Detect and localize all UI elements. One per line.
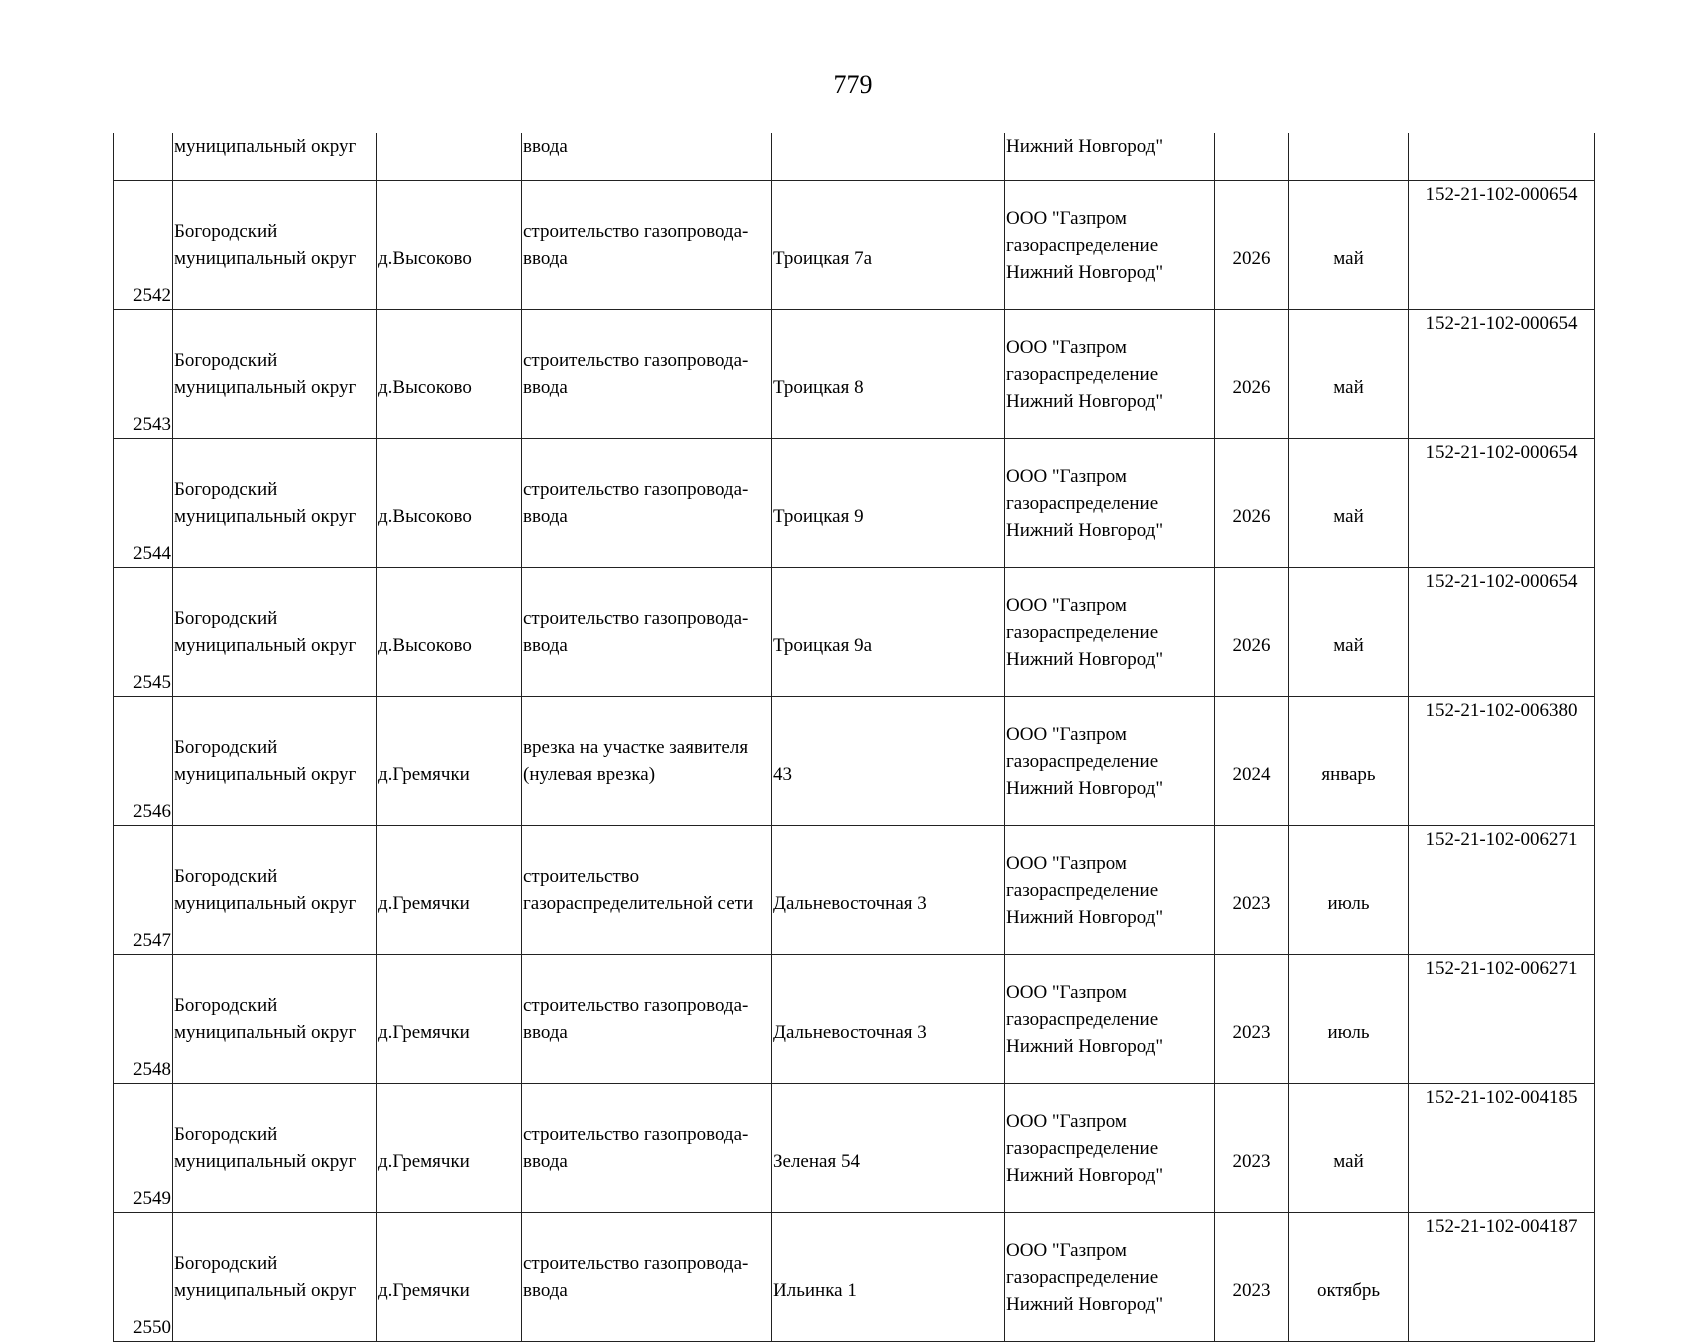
- cell-num: 2546: [114, 697, 173, 826]
- work-line: строительство газопровода-: [523, 995, 749, 1016]
- cell-year: 2026: [1215, 310, 1289, 439]
- work-line: ввода: [523, 1151, 568, 1172]
- cell-num: [114, 133, 173, 181]
- org-line: газораспределение: [1006, 750, 1159, 772]
- cell-num: 2545: [114, 568, 173, 697]
- org-line: ООО "Газпром: [1006, 1110, 1127, 1132]
- org-line: ООО "Газпром: [1006, 207, 1127, 229]
- cell-village: д.Высоково: [377, 568, 522, 697]
- cell-code: 152-21-102-004185: [1409, 1084, 1595, 1213]
- cell-address: Дальневосточная 3: [772, 955, 1005, 1084]
- cell-code: 152-21-102-000654: [1409, 439, 1595, 568]
- cell-month: октябрь: [1289, 1213, 1409, 1342]
- district-line: Богородский: [174, 221, 278, 242]
- district-line: Богородский: [174, 995, 278, 1016]
- cell-code: 152-21-102-000654: [1409, 181, 1595, 310]
- cell-num: 2542: [114, 181, 173, 310]
- cell-village: д.Гремячки: [377, 1213, 522, 1342]
- cell-work: [522, 697, 772, 826]
- cell-year: 2023: [1215, 826, 1289, 955]
- org-line: ООО "Газпром: [1006, 981, 1127, 1003]
- cell-code: 152-21-102-000654: [1409, 310, 1595, 439]
- cell-year: [1215, 133, 1289, 181]
- org-line: Нижний Новгород": [1006, 261, 1164, 283]
- cell-month: июль: [1289, 955, 1409, 1084]
- cell-district: [173, 697, 377, 826]
- district-line: муниципальный округ: [174, 377, 357, 398]
- cell-address: Дальневосточная 3: [772, 826, 1005, 955]
- org-line: газораспределение: [1006, 1008, 1159, 1030]
- cell-village: д.Гремячки: [377, 955, 522, 1084]
- work-line: ввода: [523, 248, 568, 269]
- cell-org: Нижний Новгород": [1005, 133, 1215, 181]
- work-line: ввода: [523, 1022, 568, 1043]
- work-line: ввода: [523, 506, 568, 527]
- org-line: газораспределение: [1006, 363, 1159, 385]
- cell-org: [1005, 310, 1215, 439]
- district-line: муниципальный округ: [174, 635, 357, 656]
- cell-month: июль: [1289, 826, 1409, 955]
- cell-code: 152-21-102-000654: [1409, 568, 1595, 697]
- cell-org: [1005, 568, 1215, 697]
- org-line: Нижний Новгород": [1006, 906, 1164, 928]
- district-line: муниципальный округ: [174, 1022, 357, 1043]
- cell-org: [1005, 181, 1215, 310]
- org-line: Нижний Новгород": [1006, 390, 1164, 412]
- table-row: [114, 1213, 1595, 1342]
- org-line: Нижний Новгород": [1006, 648, 1164, 670]
- cell-month: май: [1289, 568, 1409, 697]
- org-line: ООО "Газпром: [1006, 336, 1127, 358]
- cell-month: май: [1289, 310, 1409, 439]
- cell-district: [173, 1213, 377, 1342]
- org-line: ООО "Газпром: [1006, 594, 1127, 616]
- district-line: муниципальный округ: [174, 248, 357, 269]
- org-line: газораспределение: [1006, 234, 1159, 256]
- cell-year: 2023: [1215, 1213, 1289, 1342]
- cell-month: май: [1289, 181, 1409, 310]
- cell-address: Ильинка 1: [772, 1213, 1005, 1342]
- table-row: [114, 439, 1595, 568]
- work-line: строительство газопровода-: [523, 350, 749, 371]
- cell-num: 2543: [114, 310, 173, 439]
- cell-work: [522, 1084, 772, 1213]
- org-line: газораспределение: [1006, 1266, 1159, 1288]
- cell-num: 2544: [114, 439, 173, 568]
- cell-month: май: [1289, 439, 1409, 568]
- cell-org: [1005, 1213, 1215, 1342]
- cell-work: [522, 1213, 772, 1342]
- cell-village: [377, 133, 522, 181]
- cell-district: [173, 439, 377, 568]
- cell-code: 152-21-102-006271: [1409, 826, 1595, 955]
- table-row: [114, 1084, 1595, 1213]
- cell-village: д.Гремячки: [377, 826, 522, 955]
- cell-address: [772, 133, 1005, 181]
- district-line: муниципальный округ: [174, 893, 357, 914]
- cell-village: д.Гремячки: [377, 697, 522, 826]
- org-line: Нижний Новгород": [1006, 1293, 1164, 1315]
- org-line: Нижний Новгород": [1006, 777, 1164, 799]
- cell-district: [173, 181, 377, 310]
- cell-code: 152-21-102-004187: [1409, 1213, 1595, 1342]
- cell-village: д.Гремячки: [377, 1084, 522, 1213]
- cell-work: [522, 439, 772, 568]
- org-line: газораспределение: [1006, 879, 1159, 901]
- district-line: Богородский: [174, 737, 278, 758]
- district-line: Богородский: [174, 1124, 278, 1145]
- work-line: ввода: [523, 1280, 568, 1301]
- cell-work: [522, 826, 772, 955]
- org-line: газораспределение: [1006, 621, 1159, 643]
- work-line: газораспределительной сети: [523, 893, 754, 914]
- cell-org: [1005, 1084, 1215, 1213]
- table-row-continued: [114, 133, 1595, 181]
- cell-address: Троицкая 7а: [772, 181, 1005, 310]
- cell-district: [173, 1084, 377, 1213]
- district-line: муниципальный округ: [174, 764, 357, 785]
- work-line: строительство газопровода-: [523, 1253, 749, 1274]
- cell-year: 2026: [1215, 439, 1289, 568]
- work-line: ввода: [523, 377, 568, 398]
- gas-works-table: [113, 133, 1595, 1342]
- table-row: [114, 568, 1595, 697]
- cell-year: 2026: [1215, 181, 1289, 310]
- cell-num: 2547: [114, 826, 173, 955]
- org-line: газораспределение: [1006, 492, 1159, 514]
- cell-year: 2023: [1215, 955, 1289, 1084]
- cell-org: [1005, 439, 1215, 568]
- org-line: газораспределение: [1006, 1137, 1159, 1159]
- cell-org: [1005, 955, 1215, 1084]
- org-line: Нижний Новгород": [1006, 1035, 1164, 1057]
- table-row: [114, 181, 1595, 310]
- cell-num: 2550: [114, 1213, 173, 1342]
- page-number: 779: [833, 70, 873, 99]
- cell-code: [1409, 133, 1595, 181]
- district-line: муниципальный округ: [174, 1280, 357, 1301]
- cell-work: [522, 955, 772, 1084]
- district-line: муниципальный округ: [174, 506, 357, 527]
- work-line: строительство: [523, 866, 640, 887]
- cell-month: май: [1289, 1084, 1409, 1213]
- district-line: Богородский: [174, 608, 278, 629]
- cell-address: Троицкая 8: [772, 310, 1005, 439]
- org-line: ООО "Газпром: [1006, 1239, 1127, 1261]
- district-line: Богородский: [174, 350, 278, 371]
- cell-district: муниципальный округ: [173, 133, 377, 181]
- work-line: строительство газопровода-: [523, 608, 749, 629]
- cell-year: 2024: [1215, 697, 1289, 826]
- cell-work: ввода: [522, 133, 772, 181]
- work-line: врезка на участке заявителя: [523, 737, 749, 758]
- cell-village: д.Высоково: [377, 181, 522, 310]
- cell-village: д.Высоково: [377, 310, 522, 439]
- org-line: Нижний Новгород": [1006, 1164, 1164, 1186]
- table-row: [114, 826, 1595, 955]
- cell-org: [1005, 697, 1215, 826]
- cell-code: 152-21-102-006380: [1409, 697, 1595, 826]
- cell-district: [173, 310, 377, 439]
- cell-month: [1289, 133, 1409, 181]
- cell-address: Зеленая 54: [772, 1084, 1005, 1213]
- work-line: строительство газопровода-: [523, 479, 749, 500]
- org-line: ООО "Газпром: [1006, 852, 1127, 874]
- cell-work: [522, 310, 772, 439]
- cell-address: Троицкая 9: [772, 439, 1005, 568]
- cell-district: [173, 568, 377, 697]
- cell-district: [173, 955, 377, 1084]
- cell-num: 2549: [114, 1084, 173, 1213]
- cell-work: [522, 568, 772, 697]
- cell-district: [173, 826, 377, 955]
- cell-address: 43: [772, 697, 1005, 826]
- table-row: [114, 697, 1595, 826]
- work-line: ввода: [523, 635, 568, 656]
- cell-num: 2548: [114, 955, 173, 1084]
- cell-address: Троицкая 9а: [772, 568, 1005, 697]
- cell-year: 2023: [1215, 1084, 1289, 1213]
- cell-year: 2026: [1215, 568, 1289, 697]
- cell-month: январь: [1289, 697, 1409, 826]
- work-line: строительство газопровода-: [523, 1124, 749, 1145]
- table-row: [114, 955, 1595, 1084]
- org-line: ООО "Газпром: [1006, 723, 1127, 745]
- org-line: ООО "Газпром: [1006, 465, 1127, 487]
- work-line: строительство газопровода-: [523, 221, 749, 242]
- district-line: Богородский: [174, 479, 278, 500]
- work-line: (нулевая врезка): [523, 764, 656, 785]
- district-line: Богородский: [174, 866, 278, 887]
- cell-village: д.Высоково: [377, 439, 522, 568]
- cell-work: [522, 181, 772, 310]
- cell-org: [1005, 826, 1215, 955]
- table-row: [114, 310, 1595, 439]
- district-line: Богородский: [174, 1253, 278, 1274]
- district-line: муниципальный округ: [174, 1151, 357, 1172]
- cell-code: 152-21-102-006271: [1409, 955, 1595, 1084]
- org-line: Нижний Новгород": [1006, 519, 1164, 541]
